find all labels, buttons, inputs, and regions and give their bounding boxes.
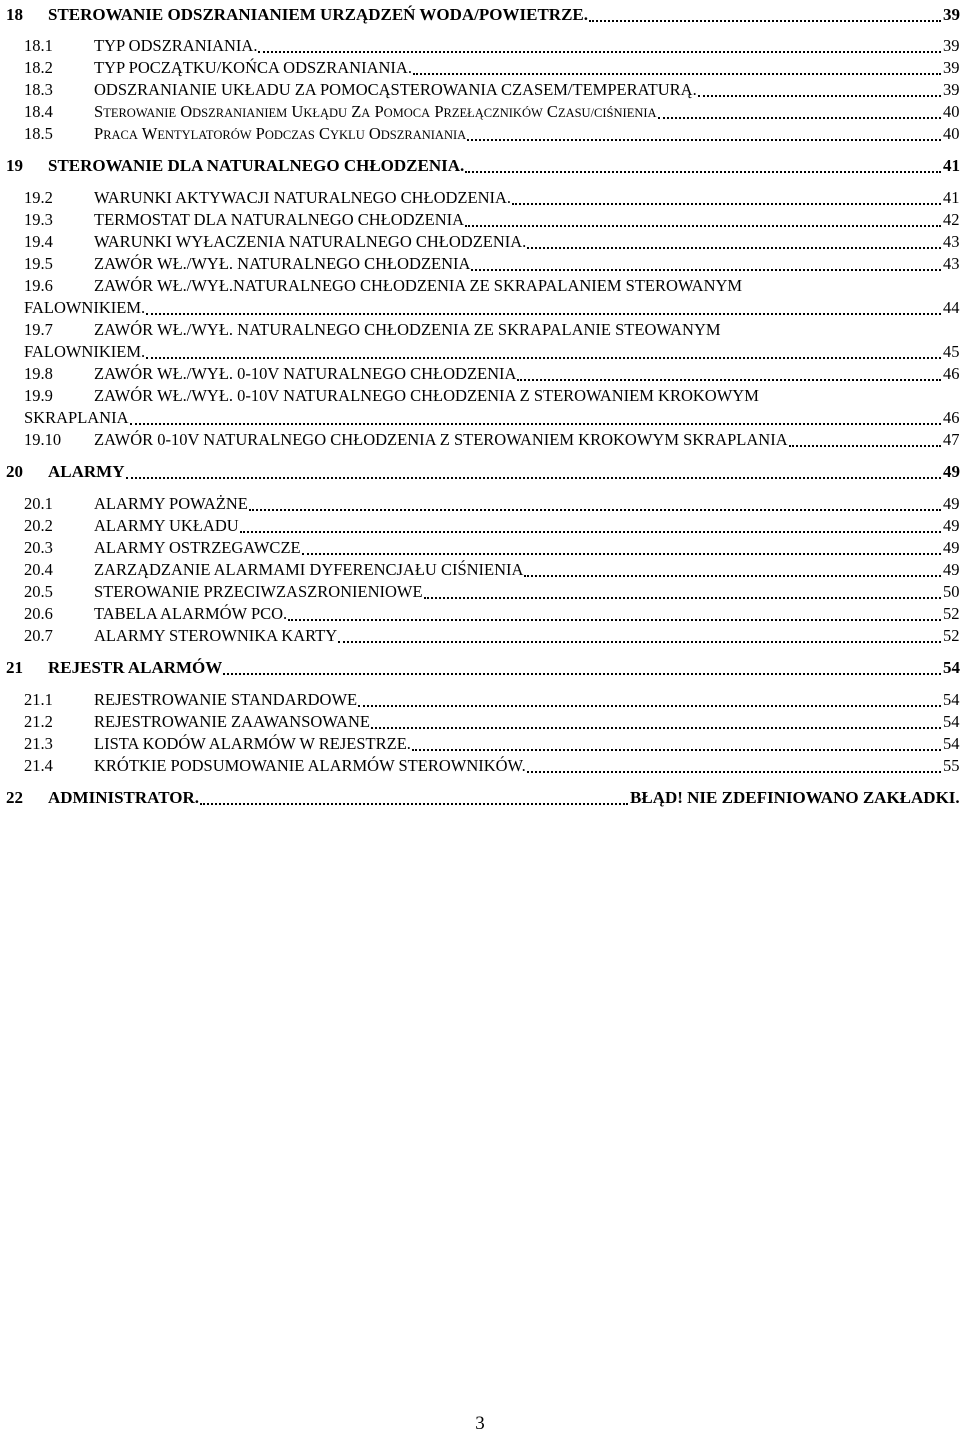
toc-entry-title: WARUNKI AKTYWACJI NATURALNEGO CHŁODZENIA. xyxy=(94,188,512,207)
toc-entry-number: 21 xyxy=(6,658,23,677)
toc-page-number: 49 xyxy=(943,516,960,535)
toc-entry-title: ALARMY STEROWNIKA KARTY xyxy=(94,626,338,645)
toc-page-number: 46 xyxy=(943,408,960,427)
toc-entry-title: FALOWNIKIEM. xyxy=(24,342,146,361)
toc-page-number: 54 xyxy=(943,712,960,731)
dot-leader xyxy=(658,117,941,119)
toc-entry-number: 20 xyxy=(6,462,23,481)
toc-entry-title: REJESTROWANIE ZAAWANSOWANE xyxy=(94,712,370,731)
dot-leader xyxy=(146,357,941,359)
toc-entry-number: 20.2 xyxy=(24,516,53,535)
toc-entry-number: 20.6 xyxy=(24,604,53,623)
toc-section[interactable] xyxy=(0,100,960,124)
toc-entry-title: ALARMY UKŁADU xyxy=(94,516,239,535)
toc-chapter[interactable] xyxy=(0,154,960,178)
toc-page-number: 46 xyxy=(943,364,960,383)
toc-section-continued[interactable] xyxy=(0,296,960,320)
toc-entry-title: REJESTROWANIE STANDARDOWE xyxy=(94,690,358,709)
toc-section[interactable] xyxy=(0,492,960,516)
toc-entry-title: STEROWANIE DLA NATURALNEGO CHŁODZENIA. xyxy=(48,156,465,175)
toc-entry-title: ZAWÓR WŁ./WYŁ. NATURALNEGO CHŁODZENIA ZE SKRAPALANIE STEOWANYM xyxy=(94,320,721,339)
toc-entry-number: 19.6 xyxy=(24,276,53,295)
toc-page-number: 47 xyxy=(943,430,960,449)
toc-entry-title: STEROWANIE PRZECIWZASZRONIENIOWE xyxy=(94,582,423,601)
toc-entry-number: 18.3 xyxy=(24,80,53,99)
toc-page-number: 55 xyxy=(943,756,960,775)
toc-page-number: 43 xyxy=(943,254,960,273)
toc-page-number: 39 xyxy=(943,5,960,24)
dot-leader xyxy=(223,673,941,675)
toc-entry-number: 22 xyxy=(6,788,23,807)
toc-page-number: 49 xyxy=(943,560,960,579)
toc-page-number: 50 xyxy=(943,582,960,601)
toc-section-continued[interactable] xyxy=(0,406,960,430)
toc-entry-number: 19.9 xyxy=(24,386,53,405)
toc-section[interactable] xyxy=(0,558,960,582)
toc-entry-number: 18.2 xyxy=(24,58,53,77)
toc-page-number: 39 xyxy=(943,36,960,55)
toc-chapter[interactable] xyxy=(0,656,960,680)
toc-page-number: 42 xyxy=(943,210,960,229)
toc-section[interactable] xyxy=(0,602,960,626)
toc-entry-title: SKRAPLANIA xyxy=(24,408,129,427)
toc-entry-number: 21.4 xyxy=(24,756,53,775)
toc-page-number: 39 xyxy=(943,58,960,77)
toc-entry-title: ALARMY POWAŻNE xyxy=(94,494,248,513)
dot-leader xyxy=(338,641,941,643)
toc-entry-number: 20.3 xyxy=(24,538,53,557)
toc-section[interactable] xyxy=(0,580,960,604)
toc-section[interactable] xyxy=(0,230,960,254)
dot-leader xyxy=(258,51,941,53)
toc-entry-title: REJESTR ALARMÓW xyxy=(48,658,223,677)
toc-entry-title: ZARZĄDZANIE ALARMAMI DYFERENCJAŁU CIŚNIENIA xyxy=(94,560,524,579)
dot-leader xyxy=(517,379,941,381)
toc-page-number: 49 xyxy=(943,538,960,557)
toc-entry-number: 19.5 xyxy=(24,254,53,273)
toc-entry-number: 20.5 xyxy=(24,582,53,601)
dot-leader xyxy=(302,553,941,555)
toc-entry-title: PRACA WENTYLATORÓW PODCZAS CYKLU ODSZRANIANIA xyxy=(94,124,467,143)
toc-page-number: 44 xyxy=(943,298,960,317)
toc-section[interactable] xyxy=(0,732,960,756)
toc-entry-title: TYP POCZĄTKU/KOŃCA ODSZRANIANIA. xyxy=(94,58,412,77)
dot-leader xyxy=(467,139,941,141)
toc-section[interactable] xyxy=(0,122,960,146)
toc-page-number: 45 xyxy=(943,342,960,361)
toc-section[interactable] xyxy=(0,688,960,712)
dot-leader xyxy=(146,313,941,315)
toc-section[interactable] xyxy=(0,428,960,452)
toc-entry-title: ZAWÓR WŁ./WYŁ. 0-10V NATURALNEGO CHŁODZENIA Z STEROWANIEM KROKOWYM xyxy=(94,386,759,405)
toc-page-number: 41 xyxy=(943,156,960,175)
toc-entry-title: TERMOSTAT DLA NATURALNEGO CHŁODZENIA xyxy=(94,210,465,229)
toc-entry-title: TYP ODSZRANIANIA. xyxy=(94,36,258,55)
toc-section-continued[interactable] xyxy=(0,340,960,364)
toc-entry-number: 19.7 xyxy=(24,320,53,339)
toc-page-number: 40 xyxy=(943,124,960,143)
toc-entry-number: 19.2 xyxy=(24,188,53,207)
dot-leader xyxy=(412,749,941,751)
toc-entry-number: 18.1 xyxy=(24,36,53,55)
toc-section[interactable] xyxy=(0,624,960,648)
dot-leader xyxy=(424,597,941,599)
toc-section[interactable] xyxy=(0,362,960,386)
toc-entry-title: KRÓTKIE PODSUMOWANIE ALARMÓW STEROWNIKÓW. xyxy=(94,756,526,775)
toc-entry-title: LISTA KODÓW ALARMÓW W REJESTRZE. xyxy=(94,734,411,753)
toc-entry-title: WARUNKI WYŁACZENIA NATURALNEGO CHŁODZENIA. xyxy=(94,232,527,251)
toc-section[interactable] xyxy=(0,274,960,298)
toc-entry-number: 21.3 xyxy=(24,734,53,753)
dot-leader xyxy=(288,619,941,621)
toc-section[interactable] xyxy=(0,208,960,232)
toc-entry-title: ALARMY OSTRZEGAWCZE xyxy=(94,538,301,557)
toc-entry-number: 18 xyxy=(6,5,23,24)
toc-section[interactable] xyxy=(0,710,960,734)
dot-leader xyxy=(465,225,941,227)
dot-leader xyxy=(413,73,941,75)
toc-entry-number: 19.8 xyxy=(24,364,53,383)
toc-section[interactable] xyxy=(0,318,960,342)
toc-entry-number: 21.2 xyxy=(24,712,53,731)
toc-entry-title: ODSZRANIANIE UKŁADU ZA POMOCĄSTEROWANIA CZASEM/TEMPERATURĄ. xyxy=(94,80,697,99)
dot-leader xyxy=(249,509,941,511)
dot-leader xyxy=(465,171,941,173)
toc-page-number: 52 xyxy=(943,604,960,623)
toc-entry-number: 18.4 xyxy=(24,102,53,121)
toc-page-number: 54 xyxy=(943,690,960,709)
toc-entry-number: 21.1 xyxy=(24,690,53,709)
toc-page-number: 43 xyxy=(943,232,960,251)
toc-section[interactable] xyxy=(0,384,960,408)
dot-leader xyxy=(589,20,941,22)
toc-page-number: 54 xyxy=(943,658,960,677)
dot-leader xyxy=(789,445,941,447)
dot-leader xyxy=(130,423,941,425)
dot-leader xyxy=(126,477,941,479)
toc-page-number: 49 xyxy=(943,462,960,481)
toc-chapter[interactable] xyxy=(0,460,960,484)
toc-entry-title: ZAWÓR WŁ./WYŁ. NATURALNEGO CHŁODZENIA xyxy=(94,254,471,273)
toc-entry-title: STEROWANIE ODSZRANIANIEM URZĄDZEŃ WODA/POWIETRZE. xyxy=(48,5,588,24)
dot-leader xyxy=(200,803,628,805)
toc-page-number: 54 xyxy=(943,734,960,753)
toc-entry-title: ZAWÓR WŁ./WYŁ. 0-10V NATURALNEGO CHŁODZENIA xyxy=(94,364,517,383)
page-number: 3 xyxy=(475,1413,485,1434)
toc-entry-title: ADMINISTRATOR. xyxy=(48,788,199,807)
toc-section[interactable] xyxy=(0,34,960,58)
toc-section[interactable] xyxy=(0,252,960,276)
dot-leader xyxy=(358,705,941,707)
toc-section[interactable] xyxy=(0,56,960,80)
toc-entry-title: FALOWNIKIEM. xyxy=(24,298,146,317)
dot-leader xyxy=(527,247,941,249)
toc-entry-number: 19.3 xyxy=(24,210,53,229)
toc-chapter[interactable] xyxy=(0,3,960,27)
toc-page-number: 39 xyxy=(943,80,960,99)
toc-entry-number: 20.4 xyxy=(24,560,53,579)
dot-leader xyxy=(527,771,941,773)
toc-section[interactable] xyxy=(0,514,960,538)
toc-entry-title: ZAWÓR 0-10V NATURALNEGO CHŁODZENIA Z STEROWANIEM KROKOWYM SKRAPLANIA xyxy=(94,430,788,449)
toc-section[interactable] xyxy=(0,186,960,210)
dot-leader xyxy=(371,727,941,729)
toc-page-number: BŁĄD! NIE ZDEFINIOWANO ZAKŁADKI. xyxy=(630,788,960,807)
toc-entry-title: STEROWANIE ODSZRANIANIEM UKŁĄDU ZA POMOCA PRZEŁĄCZNIKÓW CZASU/CIŚNIENIA xyxy=(94,102,657,121)
toc-page-number: 52 xyxy=(943,626,960,645)
dot-leader xyxy=(698,95,941,97)
dot-leader xyxy=(471,269,941,271)
toc-entry-number: 20.7 xyxy=(24,626,53,645)
toc-section[interactable] xyxy=(0,536,960,560)
toc-entry-number: 18.5 xyxy=(24,124,53,143)
toc-entry-title: ZAWÓR WŁ./WYŁ.NATURALNEGO CHŁODZENIA ZE SKRAPALANIEM STEROWANYM xyxy=(94,276,743,295)
toc-chapter[interactable] xyxy=(0,786,960,810)
dot-leader xyxy=(240,531,941,533)
toc-entry-title: ALARMY xyxy=(48,462,125,481)
toc-page-number: 41 xyxy=(943,188,960,207)
toc-entry-number: 19.4 xyxy=(24,232,53,251)
toc-entry-number: 19 xyxy=(6,156,23,175)
dot-leader xyxy=(512,203,941,205)
dot-leader xyxy=(524,575,941,577)
toc-section[interactable] xyxy=(0,754,960,778)
toc-entry-number: 19.10 xyxy=(24,430,62,449)
toc-entry-number: 20.1 xyxy=(24,494,53,513)
toc-page-number: 49 xyxy=(943,494,960,513)
toc-section[interactable] xyxy=(0,78,960,102)
toc-entry-title: TABELA ALARMÓW PCO. xyxy=(94,604,288,623)
toc-page-number: 40 xyxy=(943,102,960,121)
